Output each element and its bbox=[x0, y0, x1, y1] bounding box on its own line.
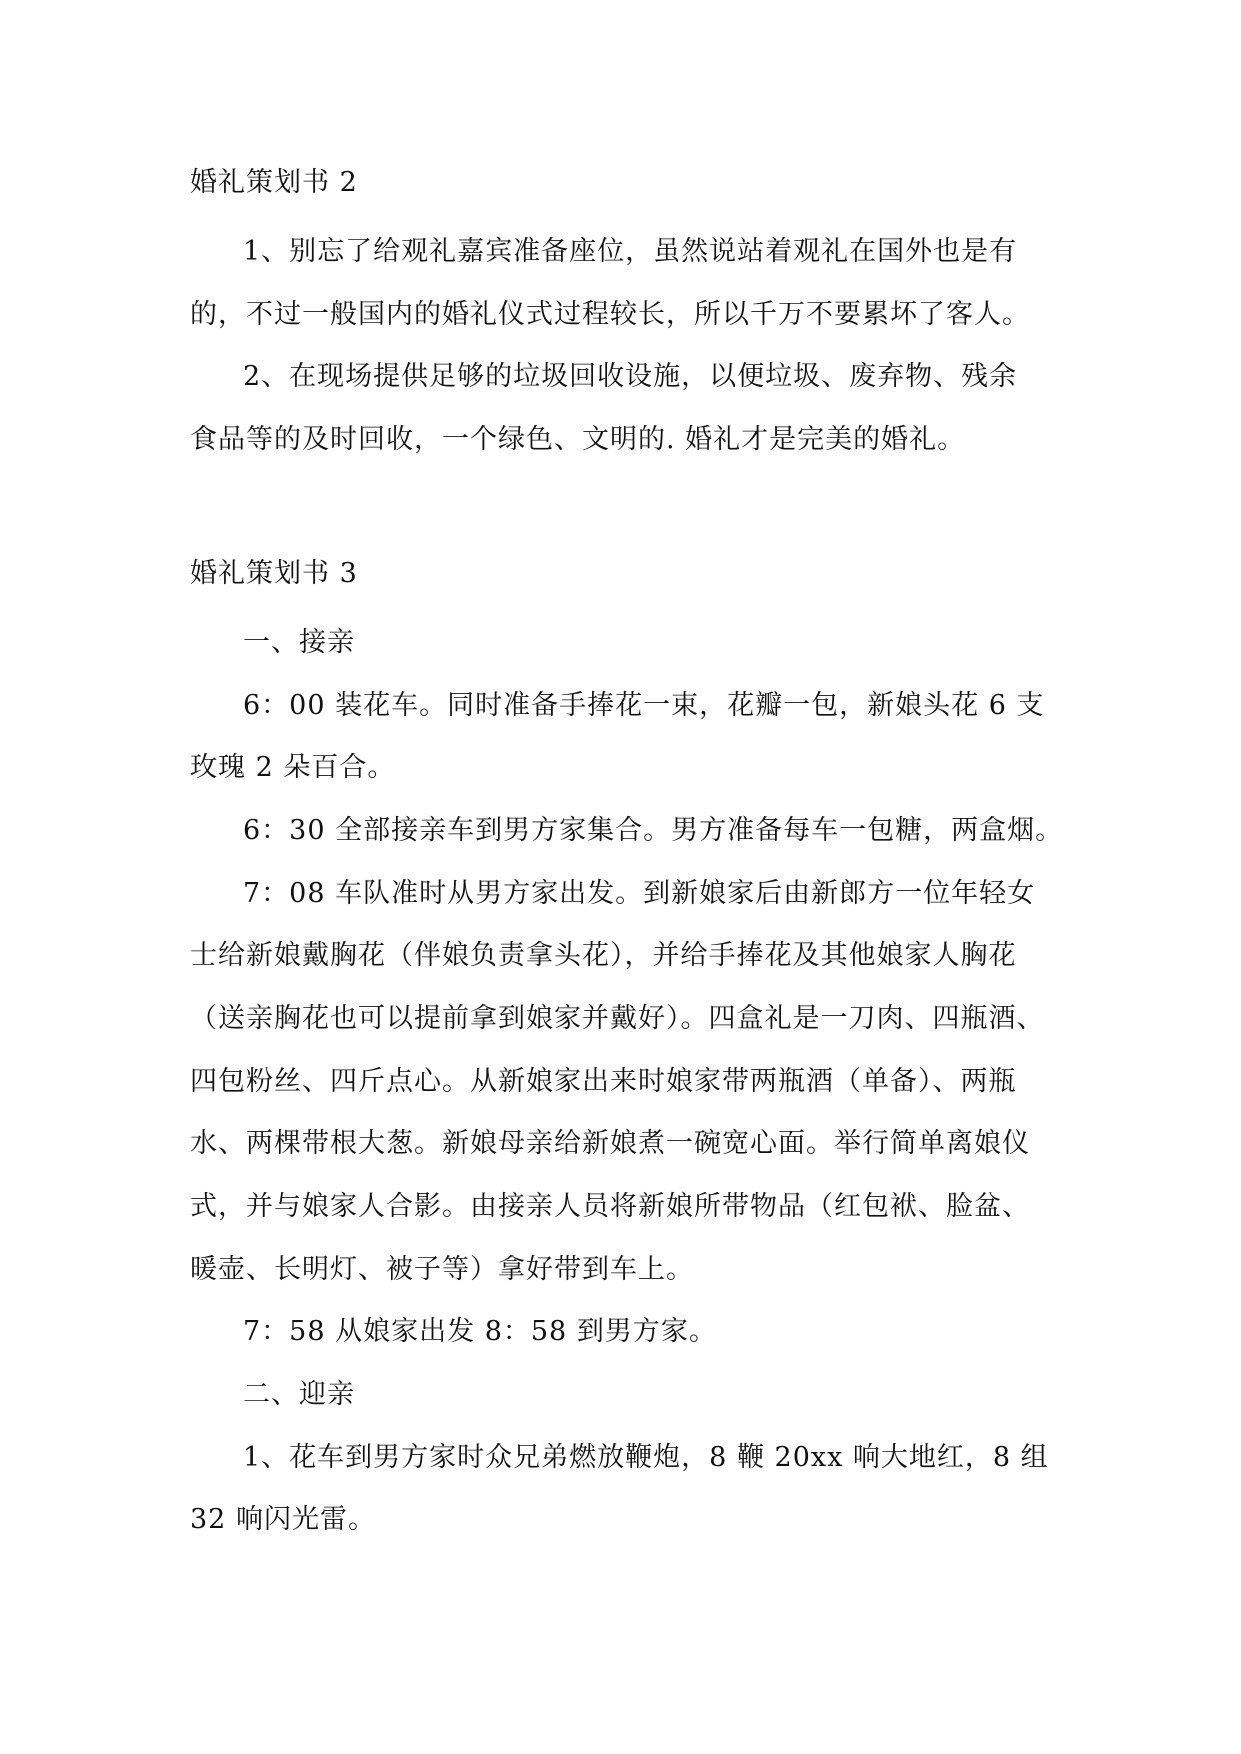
subheading: 一、接亲 bbox=[243, 627, 355, 658]
paragraph-line: 水、两棵带根大葱。新娘母亲给新娘煮一碗宽心面。举行简单离娘仪 bbox=[190, 1128, 1030, 1159]
paragraph-line: 的，不过一般国内的婚礼仪式过程较长，所以千万不要累坏了客人。 bbox=[190, 299, 1030, 330]
paragraph-line: 1、别忘了给观礼嘉宾准备座位，虽然说站着观礼在国外也是有 bbox=[243, 236, 1018, 267]
subheading: 二、迎亲 bbox=[243, 1379, 355, 1410]
paragraph-line: 7：58 从娘家出发 8：58 到男方家。 bbox=[243, 1316, 717, 1347]
paragraph-line: 暖壶、长明灯、被子等）拿好带到车上。 bbox=[190, 1254, 694, 1285]
section-title: 婚礼策划书 2 bbox=[190, 167, 358, 198]
paragraph-line: 食品等的及时回收，一个绿色、文明的. 婚礼才是完美的婚礼。 bbox=[190, 424, 966, 455]
paragraph-line: 士给新娘戴胸花（伴娘负责拿头花），并给手捧花及其他娘家人胸花 bbox=[190, 940, 1017, 971]
paragraph-line: 7：08 车队准时从男方家出发。到新娘家后由新郎方一位年轻女 bbox=[243, 878, 1036, 909]
paragraph-line: 式，并与娘家人合影。由接亲人员将新娘所带物品（红包袱、脸盆、 bbox=[190, 1191, 1030, 1222]
paragraph-line: 6：00 装花车。同时准备手捧花一束，花瓣一包，新娘头花 6 支 bbox=[243, 690, 1045, 721]
section-title: 婚礼策划书 3 bbox=[190, 558, 358, 589]
paragraph-line: 6：30 全部接亲车到男方家集合。男方准备每车一包糖，两盒烟。 bbox=[243, 815, 1064, 846]
paragraph-line: 玫瑰 2 朵百合。 bbox=[190, 752, 396, 783]
paragraph-line: 1、花车到男方家时众兄弟燃放鞭炮，8 鞭 20xx 响大地红，8 组 bbox=[243, 1442, 1049, 1473]
paragraph-line: 2、在现场提供足够的垃圾回收设施，以便垃圾、废弃物、残余 bbox=[243, 361, 1018, 392]
paragraph-line: （送亲胸花也可以提前拿到娘家并戴好）。四盒礼是一刀肉、四瓶酒、 bbox=[190, 1003, 1045, 1034]
paragraph-line: 32 响闪光雷。 bbox=[190, 1504, 376, 1535]
paragraph-line: 四包粉丝、四斤点心。从新娘家出来时娘家带两瓶酒（单备）、两瓶 bbox=[190, 1066, 1017, 1097]
